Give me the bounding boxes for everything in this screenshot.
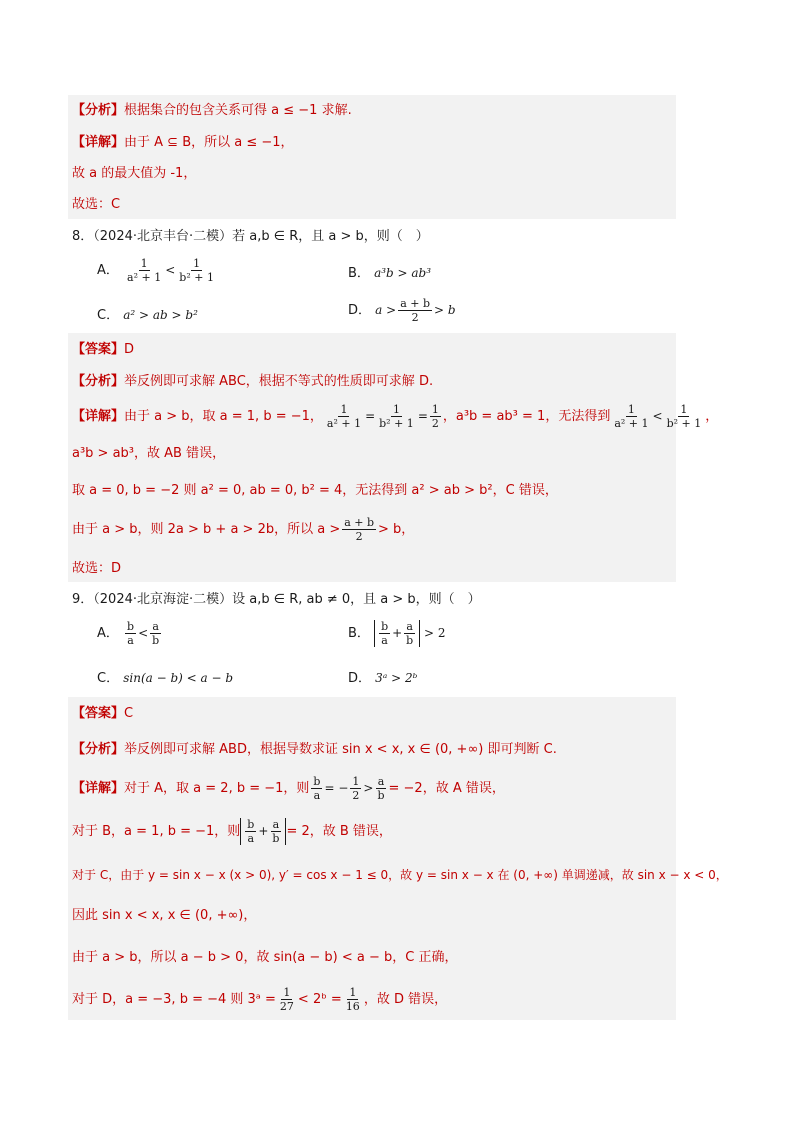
option-expr: a² > ab > b² — [123, 308, 198, 322]
fraction: $\frac{1}{2}$ — [352, 775, 360, 802]
option-label: D． — [348, 671, 372, 686]
fraction: $\frac{1}{\text{b² + 1}}$ — [179, 257, 214, 284]
fraction: $\frac{1}{2}$ — [431, 403, 439, 430]
q9-stem: 9．（2024·北京海淀·二模）设 a,b ∈ R, ab ≠ 0，且 a > b，则（ ） — [72, 592, 481, 607]
q7-analysis-line — [72, 102, 682, 120]
q8-option-b — [348, 262, 431, 281]
answer-tag: 【答案】 — [72, 706, 125, 721]
fraction: $\frac{a + b}{2}$ — [344, 516, 375, 543]
q9-detail-b-line: 对于 B，a = 1, b = −1，则 $\frac{b}{a}$ + $\frac{a}{b}$ = 2，故 B 错误， — [72, 818, 392, 845]
q8-detail-line: 【详解】由于 a > b，取 a = 1, b = −1， $\frac{1}{\text{a² + 1}}$ = $\frac{1}{\text{b² + 1}}$ = $\frac{1}{2}$ ，a³b = ab³ = 1，无法得到 $\frac{1}{\text{a² + 1}}$ < $\frac{1}{\text{b² + 1}}$ ， — [72, 403, 719, 430]
q8-line3: 取 a = 0, b = −2 则 a² = 0, ab = 0, b² = 4，无法得到 a² > ab > b²，C 错误， — [72, 483, 558, 498]
fraction: $\frac{1}{\text{a² + 1}}$ — [614, 403, 649, 430]
q8-option-c — [97, 304, 198, 323]
fraction: $\frac{b}{a}$ — [313, 775, 321, 802]
detail-text: 由于 A ⊆ B，所以 a ≤ −1， — [124, 135, 294, 150]
q9-option-a: A． $\frac{b}{a}$ < $\frac{a}{b}$ — [97, 620, 160, 647]
analysis-tag: 【分析】 — [72, 742, 125, 757]
q9-detail-c-line: 对于 C，由于 y = sin x − x (x > 0), y′ = cos x − 1 ≤ 0，故 y = sin x − x 在 (0, +∞) 单调递减，故 sin x − x < 0， — [72, 868, 728, 882]
fraction: $\frac{a}{b}$ — [152, 620, 160, 647]
answer-text: C — [124, 706, 134, 721]
fraction: $\frac{1}{27}$ — [279, 986, 294, 1013]
analysis-text: 举反例即可求解 ABC，根据不等式的性质即可求解 D. — [124, 374, 434, 389]
q8-line2: a³b > ab³，故 AB 错误， — [72, 446, 226, 461]
q7-detail-line — [72, 134, 682, 152]
fraction: $\frac{1}{16}$ — [345, 986, 360, 1013]
q9-therefore-line: 因此 sin x < x, x ∈ (0, +∞)， — [72, 908, 257, 923]
q8-stem: 8．（2024·北京丰台·二模）若 a,b ∈ R，且 a > b，则（ ） — [72, 229, 429, 244]
detail-tag: 【详解】 — [72, 135, 125, 150]
option-label: D． — [348, 303, 372, 318]
fraction: $\frac{1}{\text{a² + 1}}$ — [326, 403, 362, 430]
answer-tag: 【答案】 — [72, 342, 125, 357]
option-label: A． — [97, 626, 119, 641]
answer-text: D — [124, 342, 135, 357]
option-expr: 3ᵃ > 2ᵇ — [375, 671, 418, 685]
q9-answer-line — [72, 705, 682, 723]
analysis-text: 举反例即可求解 ABD，根据导数求证 sin x < x, x ∈ (0, +∞) 即可判断 C. — [124, 742, 557, 757]
q8-choose-line: 故选：D — [72, 561, 122, 576]
analysis-tag: 【分析】 — [72, 103, 125, 118]
q9-since-line: 由于 a > b，所以 a − b > 0，故 sin(a − b) < a − b，C 正确， — [72, 950, 458, 965]
fraction: $\frac{b}{a}$ — [247, 818, 255, 845]
q9-option-c — [97, 667, 233, 686]
analysis-text: 根据集合的包含关系可得 a ≤ −1 求解. — [124, 103, 352, 118]
detail-tag: 【详解】 — [72, 409, 125, 424]
q8-line4: 由于 a > b，则 2a > b + a > 2b，所以 a > $\frac{a + b}{2}$ > b， — [72, 516, 415, 543]
fraction: $\frac{a}{b}$ — [406, 620, 414, 647]
fraction: $\frac{b}{a}$ — [381, 620, 389, 647]
q9-option-d — [348, 667, 417, 686]
option-label: B． — [348, 266, 370, 281]
option-label: B． — [348, 626, 370, 641]
q8-answer-line — [72, 341, 682, 359]
option-label: C． — [97, 308, 120, 323]
fraction: $\frac{1}{\text{a² + 1}}$ — [127, 257, 162, 284]
fraction: $\frac{1}{\text{b² + 1}}$ — [666, 403, 702, 430]
option-expr: sin(a − b) < a − b — [123, 671, 234, 685]
fraction: $\frac{1}{\text{b² + 1}}$ — [379, 403, 414, 430]
q8-analysis-line — [72, 373, 682, 391]
q9-detail-d-line: 对于 D，a = −3, b = −4 则 3ᵃ = $\frac{1}{27}$ < 2ᵇ = $\frac{1}{16}$ ，故 D 错误， — [72, 986, 448, 1013]
q8-option-d: D． a > $\frac{a + b}{2}$ > b — [348, 297, 456, 324]
q7-max-line: 故 a 的最大值为 -1， — [72, 166, 197, 181]
q9-option-b: B． $\frac{b}{a}$ + $\frac{a}{b}$ > 2 — [348, 620, 446, 647]
q7-choose-line: 故选：C — [72, 197, 121, 212]
fraction: $\frac{a}{b}$ — [272, 818, 280, 845]
fraction: $\frac{b}{a}$ — [127, 620, 135, 647]
q9-analysis-line — [72, 741, 682, 759]
q9-detail-a-line: 【详解】对于 A，取 a = 2, b = −1，则 $\frac{b}{a}$ = − $\frac{1}{2}$ > $\frac{a}{b}$ = −2，故 A 错误， — [72, 775, 505, 802]
detail-tag: 【详解】 — [72, 781, 125, 796]
fraction: $\frac{a + b}{2}$ — [400, 297, 430, 324]
option-label: C． — [97, 671, 120, 686]
option-label: A． — [97, 263, 119, 278]
q8-option-a: A． $\frac{1}{\text{a² + 1}}$ < $\frac{1}{\text{b² + 1}}$ — [97, 257, 214, 284]
analysis-tag: 【分析】 — [72, 374, 125, 389]
fraction: $\frac{a}{b}$ — [377, 775, 385, 802]
option-expr: a³b > ab³ — [374, 266, 432, 280]
